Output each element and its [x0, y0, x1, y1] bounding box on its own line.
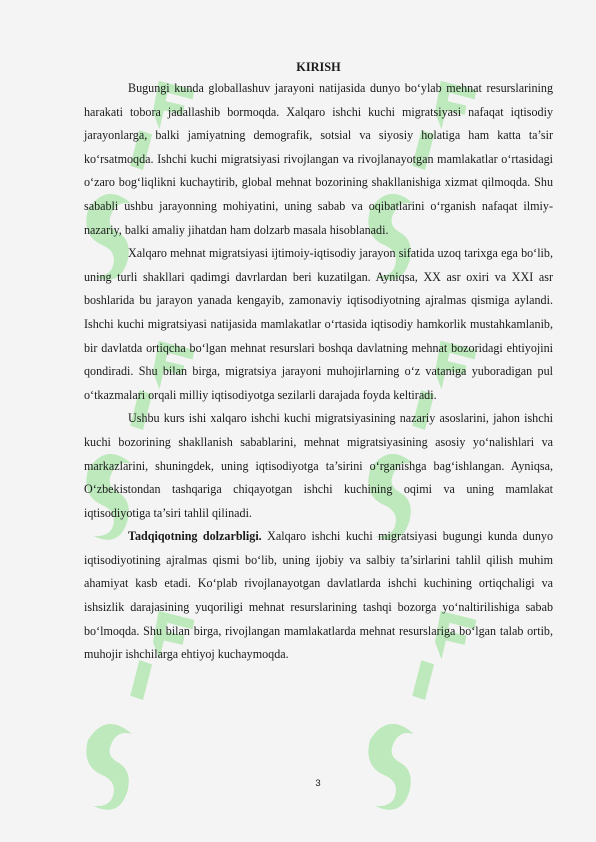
- relevance-text: Xalqaro ishchi kuchi migratsiyasi bugungi kunda dunyo iqtisodiyotining ajralmas qismi bo‘lib, uning ijobiy va salbiy ta’sirlarini tahlil qilish muhim ahamiyat kasb etadi. Ko‘plab rivojlanayotgan davlatlarda ishchi kuchining ortiqchaligi va ishsizlik darajasining yuqoriligi mehnat resurslarining tashqi bozorga yo‘naltirilishiga sabab bo‘lmoqda. Shu bilan birga, rivojlangan mamlakatlarda mehnat resurslariga bo‘lgan talab ortib, muhojir ishchilarga ehtiyoj kuchaymoqda.: [84, 529, 553, 662]
- document-body: [84, 57, 553, 667]
- paragraph-1: Bugungi kunda globallashuv jarayoni natijasida dunyo bo‘ylab mehnat resurslarining harakati tobora jadallashib bormoqda. Xalqaro ishchi kuchi migratsiyasi nafaqat iqtisodiy jarayonlarga, balki jamiyatning demografik, sotsial va siyosiy holatiga ham katta ta’sir ko‘rsatmoqda. Ishchi kuchi migratsiyasi rivojlangan va rivojlanayotgan mamlakatlar o‘rtasidagi o‘zaro bog‘liqlikni kuchaytirib, global mehnat bozorining shakllanishiga xizmat qilmoqda. Shu sababli ushbu jarayonning mohiyatini, uning sabab va oqibatlarini o‘rganish nafaqat ilmiy-nazariy, balki amaliy jihatdan ham dolzarb masala hisoblanadi.: [84, 81, 553, 237]
- paragraph-2: Xalqaro mehnat migratsiyasi ijtimoiy-iqtisodiy jarayon sifatida uzoq tarixga ega bo‘lib, uning turli shakllari qadimgi davrlardan beri kuzatilgan. Ayniqsa, XX asr oxiri va XXI asr boshlarida bu jarayon yanada kengayib, zamonaviy iqtisodiyotning ajralmas qismiga aylandi. Ishchi kuchi migratsiyasi natijasida mamlakatlar o‘rtasida iqtisodiy hamkorlik mustahkamlanib, bir davlatda ortiqcha bo‘lgan mehnat resurslari boshqa davlatning mehnat bozoridagi ehtiyojini qondiradi. Shu bilan birga, migratsiya jarayoni muhojirlarning o‘z vataniga yuboradigan pul o‘tkazmalari orqali milliy iqtisodiyotga sezilarli darajada foyda keltiradi.: [84, 246, 553, 402]
- page-number: 3: [315, 778, 321, 789]
- page-title: KIRISH: [296, 60, 341, 74]
- paragraph-3: Ushbu kurs ishi xalqaro ishchi kuchi migratsiyasining nazariy asoslarini, jahon ishchi kuchi bozorining shakllanish sabablarini, mehnat migratsiyasining asosiy yo‘nalishlari va markazlarini, shuningdek, uning iqtisodiyotga ta’sirini o‘rganishga bag‘ishlangan. Ayniqsa, O‘zbekistondan tashqariga chiqayotgan ishchi kuchining oqimi va uning mamlakat iqtisodiyotiga ta’siri tahlil qilinadi.: [84, 411, 553, 520]
- paragraph-relevance: [84, 525, 553, 667]
- relevance-heading: Tadqiqotning dolzarbligi.: [128, 529, 262, 544]
